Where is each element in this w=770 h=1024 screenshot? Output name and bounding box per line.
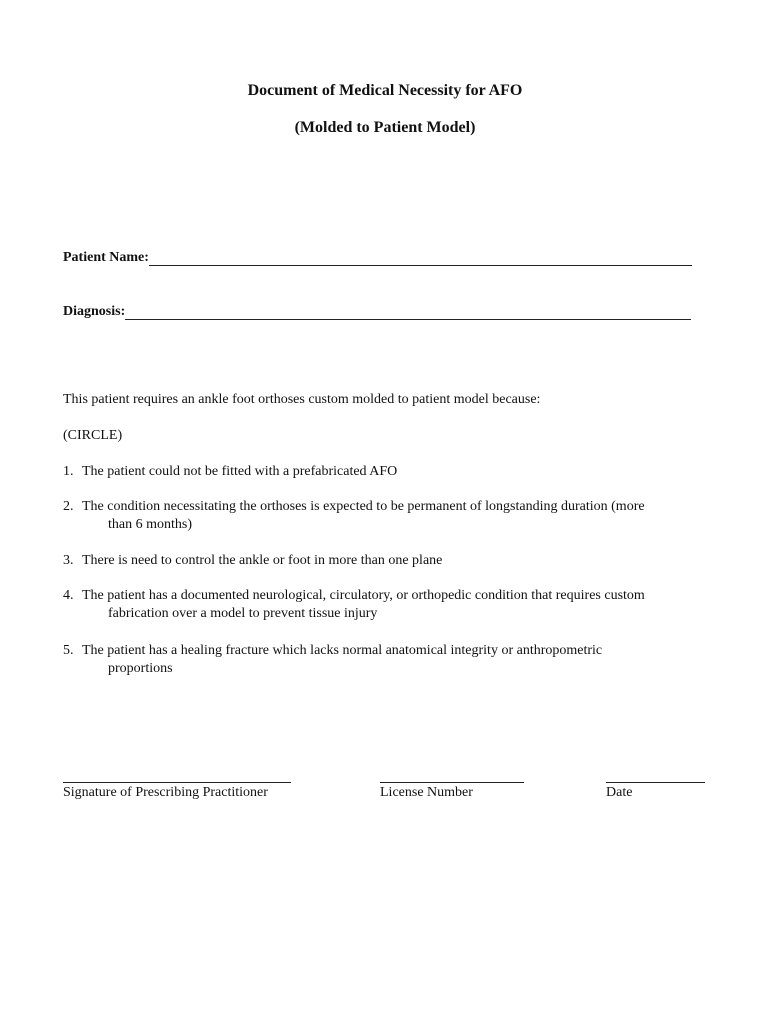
criterion-text: The condition necessitating the orthoses is expected to be permanent of longstanding duration (more: [82, 499, 645, 514]
document-subtitle: (Molded to Patient Model): [294, 119, 476, 136]
date-line[interactable]: [606, 766, 705, 783]
criterion-item-2[interactable]: [63, 498, 703, 534]
criterion-item-4[interactable]: [63, 587, 703, 623]
criterion-text: The patient has a healing fracture which lacks normal anatomical integrity or anthropometric: [82, 643, 603, 658]
criterion-number: 4.: [63, 588, 74, 603]
patient-name-line[interactable]: [149, 251, 692, 266]
intro-text: This patient requires an ankle foot orthoses custom molded to patient model because:: [63, 392, 541, 407]
date-label: Date: [606, 785, 633, 800]
signature-block: [63, 766, 291, 801]
patient-name-label: Patient Name:: [63, 250, 149, 265]
circle-instruction: (CIRCLE): [63, 428, 123, 443]
license-block: [380, 766, 524, 801]
criterion-number: 3.: [63, 553, 74, 568]
criterion-text-continued: proportions: [108, 661, 173, 676]
criterion-item-3[interactable]: [63, 552, 703, 570]
criterion-text-continued: than 6 months): [108, 517, 192, 532]
criterion-text-continued: fabrication over a model to prevent tissue injury: [108, 606, 378, 621]
criterion-item-5[interactable]: [63, 642, 703, 678]
date-block: [606, 766, 705, 801]
criterion-text: The patient has a documented neurological, circulatory, or orthopedic condition that requires custom: [82, 588, 645, 603]
signature-label: Signature of Prescribing Practitioner: [63, 785, 268, 800]
criterion-text: There is need to control the ankle or foot in more than one plane: [82, 553, 443, 568]
license-line[interactable]: [380, 766, 524, 783]
diagnosis-label: Diagnosis:: [63, 304, 126, 319]
diagnosis-field: [63, 304, 691, 320]
patient-name-field: [63, 250, 692, 266]
criterion-item-1[interactable]: [63, 463, 703, 481]
criterion-number: 5.: [63, 643, 74, 658]
signature-line[interactable]: [63, 766, 291, 783]
criterion-number: 1.: [63, 464, 74, 479]
diagnosis-line[interactable]: [125, 305, 691, 320]
license-label: License Number: [380, 785, 473, 800]
criterion-number: 2.: [63, 499, 74, 514]
document-title: Document of Medical Necessity for AFO: [247, 82, 523, 99]
criterion-text: The patient could not be fitted with a prefabricated AFO: [82, 464, 398, 479]
